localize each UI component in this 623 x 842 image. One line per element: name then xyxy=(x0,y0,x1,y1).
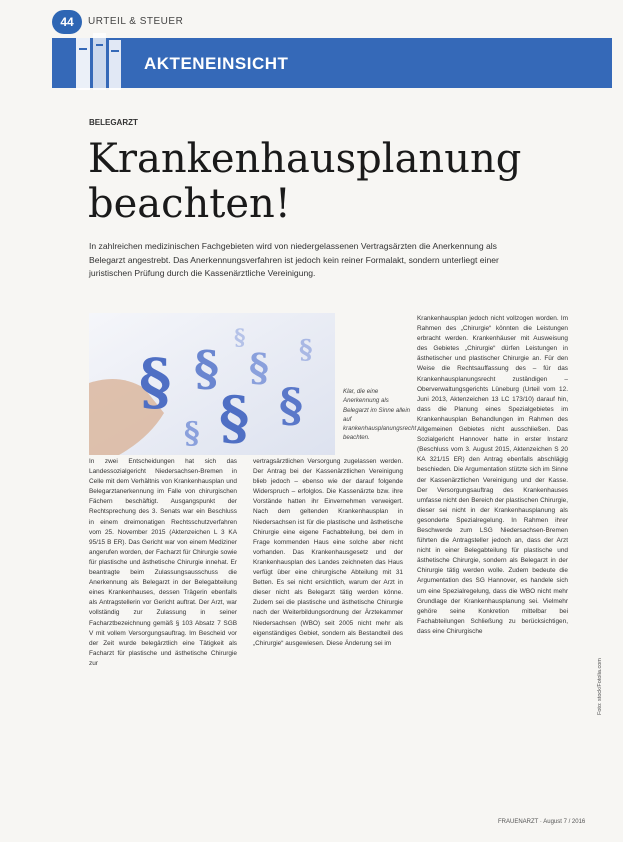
section-label: URTEIL & STEUER xyxy=(88,16,184,27)
article-column-3 xyxy=(417,314,568,827)
svg-text:§: § xyxy=(194,341,220,397)
article-lead: In zahlreichen medizinischen Fachgebieten wird von niedergelassenen Vertragsärzten die Anerkennung als Belegarzt angestrebt. Das Anerkennungsverfahren ist jedoch kein reiner Formalakt, sondern unterliegt einer juristischen Prüfung durch die Kassenärztliche Vereinigung. xyxy=(89,241,499,279)
article-column-1 xyxy=(89,457,237,827)
article-kicker: BELEGARZT xyxy=(89,118,138,127)
paragraph-symbols-photo xyxy=(89,313,335,455)
photo-caption: Klar, die eine Anerkennung als Belegarzt im Sinne allein auf krankenhausplanungsrecht beachten. xyxy=(343,388,417,442)
headline-line-2: beachten! xyxy=(88,181,291,227)
svg-text:§: § xyxy=(234,325,246,351)
image-credit: Foto: stock/Fotolia.com xyxy=(597,658,603,715)
headline-line-1: Krankenhausplanung xyxy=(88,136,522,182)
section-banner xyxy=(52,38,612,88)
banner-title: AKTENEINSICHT xyxy=(144,54,289,73)
svg-text:§: § xyxy=(299,335,313,365)
svg-text:§: § xyxy=(219,384,250,452)
svg-text:§: § xyxy=(139,345,172,418)
svg-text:§: § xyxy=(249,345,269,390)
article-headline xyxy=(88,137,521,227)
article-column-2 xyxy=(253,457,403,827)
column-3-text: Krankenhausplan jedoch nicht vollzogen worden. Im Rahmen des „Chirurgie“ könnten die Leistungen erbracht werden. Krankenhäuser mit Ausweisung des Gebietes „Chirurgie“ dürfen Leistungen in ästhetischer und plastischer Chirurgie an. Für den Weise die Rechtsauffassung des – für das Krankenhausplanungsrecht zuständigen – Oberverwaltungsgerichts Lüneburg (Urteil vom 12. Juni 2013, Aktenzeichen 13 LC 173/10) darauf hin, dass die Planung eines Spezialgebietes im Krankenhausplan Behandlungen im Rahmen des Allgemeinen Gebietes nicht ausschließen. Das Sozialgericht Hannover hatte in erster Instanz (Beschluss vom 3. August 2015, Aktenzeichen S 20 KA 321/15 ER) den Antrag ebenfalls abschlägig beschieden. Die Argumentation stützte sich im Sinne der Kassenärztlichen Vereinigung und der Kasse. Der Versorgungsauftrag des Krankenhauses umfasse nicht den Bereich der plastischen Chirurgie, dieser sei nicht in der Krankenhausplanung als gesonderte Spezialregelung. In Rahmen ihrer Beschwerde zum LSG Niedersachsen-Bremen führten die Antragsteller jedoch an, dass der Arzt nicht in einer Belegabteilung für plastische und ästhetische Chirurgie, sondern als Belegarzt in der Chirurgie tätig werden wolle. Zudem bedeute die Argumentation des SG Hannover, es handele sich um eine Spezialregelung, dass die WBO nicht mehr Grundlage der Krankenhausplanung sei. Vielmehr gehöre seine Konkretion mittelbar bei Fachabteilungen Schließung zu berücksichtigen, dass eine Chirurgische xyxy=(417,315,568,635)
column-2-text: vertragsärztlichen Versorgung zugelassen werden. Der Antrag bei der Kassenärztlichen Vereinigung blieb jedoch – ebenso wie der darauf folgende Widerspruch – erfolglos. Die Kassenärzte bzw. ihre Vorstände hatten ihr Einvernehmen verweigert. Nach dem geltenden Krankenhausplan in Niedersachsen ist für die plastische und ästhetische Chirurgie eine eigene Fachabteilung, bei dem in Frage kommenden Haus eine solche aber nicht vorhanden. Das Krankenhausgesetz und der Krankenhausplan des Landes zeichneten das Haus verfügt über eine chirurgische Abteilung mit 31 Betten. Es sei nicht ersichtlich, warum der Arzt in dieser nicht als Belegarzt tätig werden könne. Zudem sei die plastische und ästhetische Chirurgie nach der Weiterbildungsordnung der Ärztekammer Niedersachsen (WBO) seit 2005 nicht mehr als eigenständiges Gebiet, sondern als Bestandteil des „Chirurgie“ ausgewiesen. Diese Änderung sei im xyxy=(253,458,403,647)
svg-text:§: § xyxy=(184,416,200,451)
photo-illustration xyxy=(89,313,335,455)
svg-text:§: § xyxy=(279,378,304,432)
column-1-text: In zwei Entscheidungen hat sich das Landessozialgericht Niedersachsen-Bremen in Celle mit dem Verhältnis von Krankenhausplan und Belegarztanerkennung im Falle von chirurgischen Fächern beschäftigt. Ausgangspunkt der Rechtsprechung des 3. Senats war ein Beschluss in einem dreimonatigen Rechtsschutzverfahren vom 25. November 2015 (Aktenzeichen L 3 KA 95/15 B ER). Das Gericht war von einem Mediziner angerufen worden, der Facharzt für Chirurgie sowie für plastische und ästhetische Chirurgie innehat. Er beantragte beim Zulassungsausschuss die Anerkennung als Belegarzt in der Belegabteilung eines Krankenhauses, dessen Trägerin ebenfalls als Antragstellerin vor Gericht auftrat. Der Arzt, war vollständig zur Zulassung in seiner Facharztbezeichnung gemäß § 103 Absatz 7 SGB V mit vollem Versorgungsauftrag. Im Bescheid vor der Zeit wurde belegärztlich eine Tätigkeit als Facharzt für plastische und ästhetische Chirurgie zur xyxy=(89,458,237,667)
books-icon xyxy=(74,30,134,92)
page-number: 44 xyxy=(52,10,82,34)
page-footer: FRAUENARZT · August 7 / 2016 xyxy=(498,819,586,825)
